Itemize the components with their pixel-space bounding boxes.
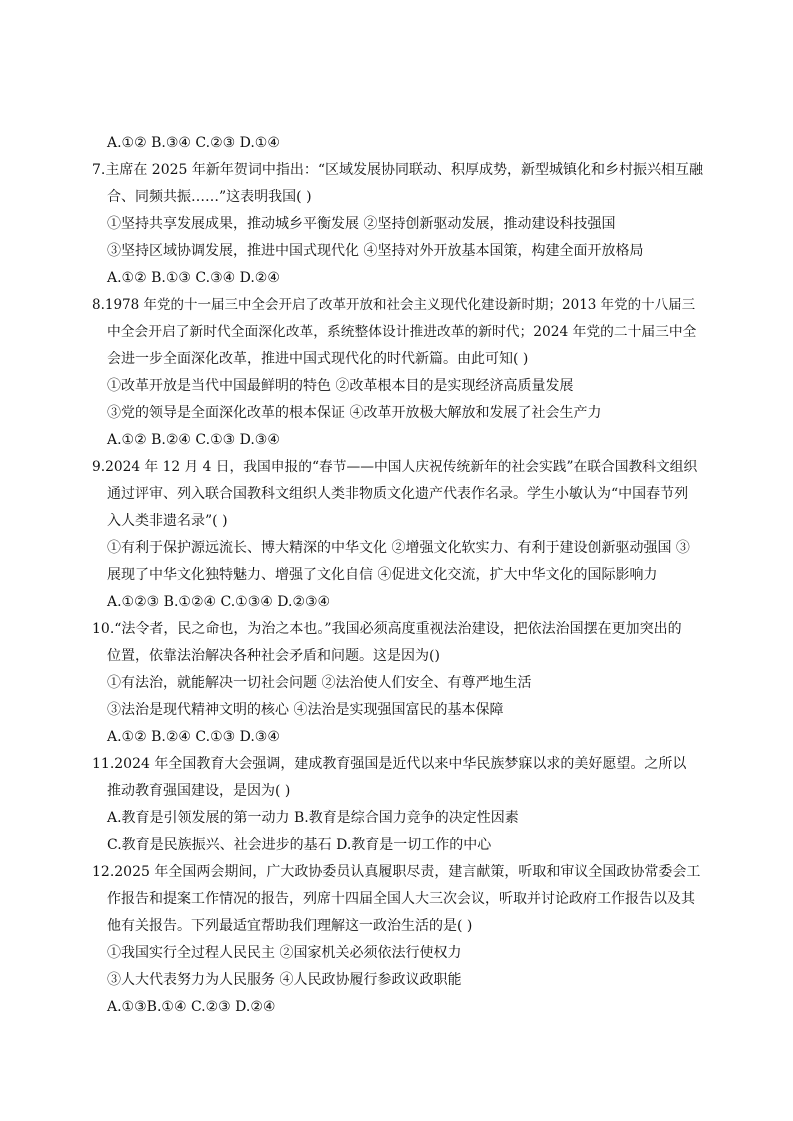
answer-options: A.①② B.③④ C.②③ D.①④ bbox=[107, 135, 280, 151]
answer-options: C.教育是民族振兴、社会进步的基石 D.教育是一切工作的中心 bbox=[107, 837, 492, 853]
question-line: ③坚持区域协调发展，推进中国式现代化 ④坚持对外开放基本国策，构建全面开放格局 bbox=[107, 243, 644, 259]
question-stem: 10.“法令者，民之命也，为治之本也。”我国必须高度重视法治建设，把依法治国摆在更加突出的 bbox=[92, 621, 682, 637]
question-stem: 12.2025 年全国两会期间，广大政协委员认真履职尽责，建言献策，听取和审议全国政协常委会工 bbox=[92, 864, 701, 880]
question-line: 中全会开启了新时代全面深化改革，系统整体设计推进改革的新时代；2024 年党的二十届三中全 bbox=[107, 324, 697, 340]
answer-options: A.①③B.①④ C.②③ D.②④ bbox=[107, 999, 276, 1015]
question-line: 位置，依靠法治解决各种社会矛盾和问题。这是因为() bbox=[107, 648, 440, 664]
question-line: ①有法治，就能解决一切社会问题 ②法治使人们安全、有尊严地生活 bbox=[107, 675, 532, 691]
question-line: 他有关报告。下列最适宜帮助我们理解这一政治生活的是( ) bbox=[107, 918, 473, 934]
answer-options: A.①②③ B.①②④ C.①③④ D.②③④ bbox=[107, 594, 331, 610]
question-line: 推动教育强国建设，是因为( ) bbox=[107, 783, 291, 799]
question-line: 作报告和提案工作情况的报告，列席十四届全国人大三次会议，听取并讨论政府工作报告以及其 bbox=[107, 891, 695, 907]
answer-options: A.①② B.②④ C.①③ D.③④ bbox=[107, 432, 280, 448]
question-line: 会进一步全面深化改革，推进中国式现代化的时代新篇。由此可知( ) bbox=[107, 351, 529, 367]
question-line: ①我国实行全过程人民民主 ②国家机关必须依法行使权力 bbox=[107, 945, 462, 961]
question-stem: 7.主席在 2025 年新年贺词中指出：“区域发展协同联动、积厚成势，新型城镇化和乡村振兴相互融 bbox=[92, 162, 704, 178]
question-line: ①改革开放是当代中国最鲜明的特色 ②改革根本目的是实现经济高质量发展 bbox=[107, 378, 574, 394]
question-line: 合、同频共振……”这表明我国( ) bbox=[107, 189, 312, 205]
question-stem: 8.1978 年党的十一届三中全会开启了改革开放和社会主义现代化建设新时期；2013 年党的十八届三 bbox=[92, 297, 696, 313]
question-line: ③法治是现代精神文明的核心 ④法治是实现强国富民的基本保障 bbox=[107, 702, 504, 718]
question-stem: 11.2024 年全国教育大会强调，建成教育强国是近代以来中华民族梦寐以求的美好愿望。之所以 bbox=[92, 756, 687, 772]
question-line: ①坚持共享发展成果，推动城乡平衡发展 ②坚持创新驱动发展，推动建设科技强国 bbox=[107, 216, 616, 232]
answer-options: A.教育是引领发展的第一动力 B.教育是综合国力竞争的决定性因素 bbox=[107, 810, 519, 826]
question-stem: 9.2024 年 12 月 4 日，我国申报的“春节——中国人庆祝传统新年的社会实践”在联合国教科文组织 bbox=[92, 459, 698, 475]
question-line: ③党的领导是全面深化改革的根本保证 ④改革开放极大解放和发展了社会生产力 bbox=[107, 405, 602, 421]
answer-options: A.①② B.①③ C.③④ D.②④ bbox=[107, 270, 280, 286]
answer-options: A.①② B.②④ C.①③ D.③④ bbox=[107, 729, 280, 745]
question-line: 通过评审、列入联合国教科文组织人类非物质文化遗产代表作名录。学生小敏认为“中国春节列 bbox=[107, 486, 689, 502]
question-line: 展现了中华文化独特魅力、增强了文化自信 ④促进文化交流，扩大中华文化的国际影响力 bbox=[107, 567, 658, 583]
question-line: 入人类非遗名录”( ) bbox=[107, 513, 228, 529]
question-line: ③人大代表努力为人民服务 ④人民政协履行参政议政职能 bbox=[107, 972, 462, 988]
question-line: ①有利于保护源远流长、博大精深的中华文化 ②增强文化软实力、有利于建设创新驱动强国 ③ bbox=[107, 540, 690, 556]
